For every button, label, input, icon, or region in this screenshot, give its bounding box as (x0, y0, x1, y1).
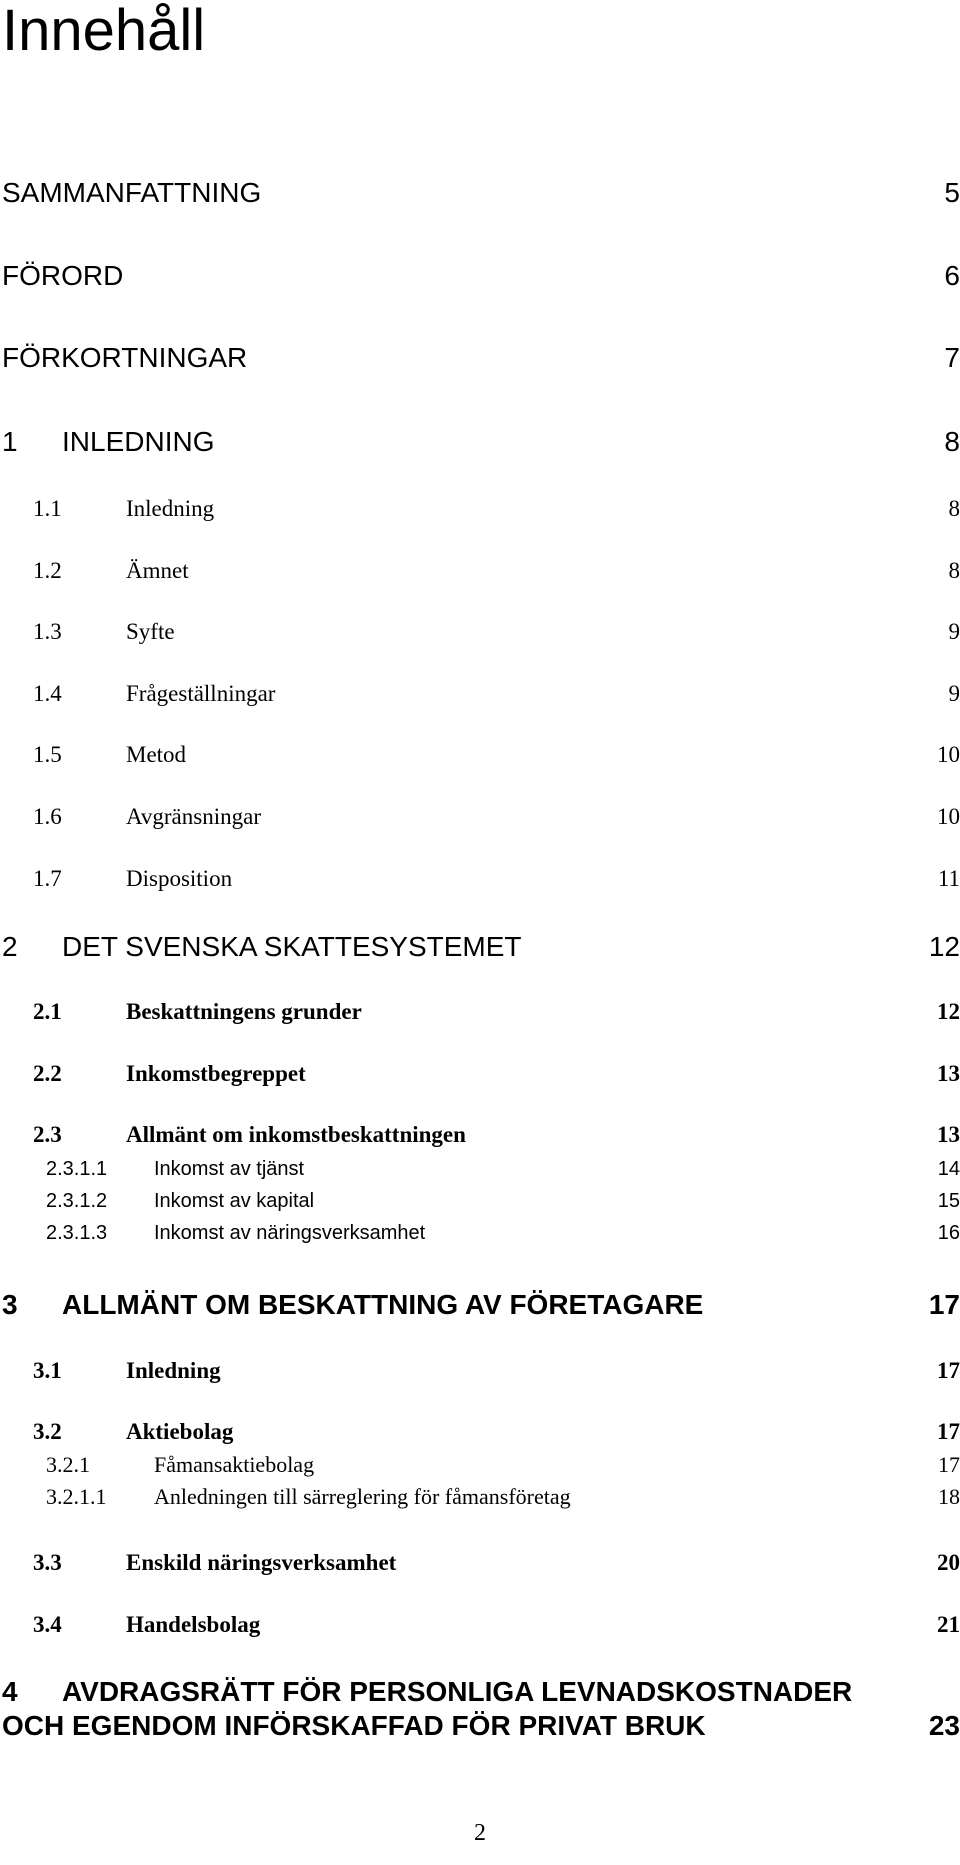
toc-entry-text: DET SVENSKA SKATTESYSTEMET (62, 931, 522, 962)
toc-entry-number: 1 (2, 426, 18, 457)
toc-entry-number: 1.2 (33, 558, 62, 583)
toc-entry-text: Ämnet (126, 558, 189, 583)
toc-entry-number: 3.3 (33, 1550, 62, 1575)
toc-entry-number: 2.3.1.3 (46, 1222, 108, 1244)
toc-entry-page: 17 (928, 1289, 960, 1320)
toc-entry-forord[interactable] (0, 258, 960, 294)
toc-entry-number: 3.2 (33, 1419, 62, 1444)
toc-entry-page: 21 (937, 1612, 960, 1637)
toc-entry-1-4[interactable] (0, 676, 960, 712)
toc-entry-page: 8 (948, 558, 960, 583)
toc-entry-1-5[interactable] (0, 737, 960, 773)
page-number: 2 (474, 1820, 486, 1846)
toc-entry-text: Inkomst av näringsverksamhet (154, 1222, 426, 1244)
toc-entry-page: 10 (937, 804, 960, 829)
toc-entry-chapter-4-line-1 (0, 1674, 960, 1710)
toc-entry-text: FÖRKORTNINGAR (2, 342, 248, 373)
toc-entry-number: 2.3.1.2 (46, 1190, 108, 1212)
toc-entry-page: 17 (938, 1452, 960, 1477)
toc-entry-text-continued: OCH EGENDOM INFÖRSKAFFAD FÖR PRIVAT BRUK (2, 1710, 706, 1741)
toc-entry-text: Inkomst av kapital (154, 1190, 315, 1212)
toc-entry-text: Metod (126, 742, 187, 767)
toc-entry-page: 14 (937, 1158, 960, 1180)
toc-entry-page: 13 (937, 1061, 960, 1086)
toc-entry-3-2-1[interactable] (0, 1447, 960, 1483)
toc-entry-text: INLEDNING (62, 426, 215, 457)
toc-entry-text: Aktiebolag (126, 1419, 234, 1444)
toc-entry-number: 3.2.1 (46, 1452, 90, 1477)
toc-entry-number: 2.1 (33, 999, 62, 1024)
toc-entry-page: 12 (937, 999, 960, 1024)
toc-entry-page: 17 (937, 1419, 960, 1444)
toc-entry-page: 17 (937, 1358, 960, 1383)
toc-entry-text: ALLMÄNT OM BESKATTNING AV FÖRETAGARE (62, 1289, 704, 1320)
toc-entry-page: 6 (944, 260, 960, 291)
toc-entry-3-3[interactable] (0, 1545, 960, 1581)
toc-entry-1-2[interactable] (0, 553, 960, 589)
toc-entry-number: 2.3.1.1 (46, 1158, 108, 1180)
toc-entry-page: 5 (944, 177, 960, 208)
toc-entry-text: Anledningen till särreglering för fåmansföretag (154, 1484, 571, 1509)
toc-entry-number: 3.1 (33, 1358, 62, 1383)
toc-entry-page: 20 (937, 1550, 960, 1575)
toc-entry-3-2[interactable] (0, 1414, 960, 1450)
toc-entry-page: 18 (938, 1484, 960, 1509)
toc-entry-2-3[interactable] (0, 1117, 960, 1153)
toc-entry-number: 3.4 (33, 1612, 62, 1637)
toc-entry-number: 1.5 (33, 742, 62, 767)
toc-entry-1-1[interactable] (0, 491, 960, 527)
toc-entry-text: Handelsbolag (126, 1612, 261, 1637)
toc-entry-text: SAMMANFATTNING (2, 177, 262, 208)
toc-entry-text: AVDRAGSRÄTT FÖR PERSONLIGA LEVNADSKOSTNADER (62, 1676, 853, 1707)
toc-entry-2-3-1-3[interactable] (0, 1215, 960, 1251)
toc-entry-number: 3 (2, 1289, 18, 1320)
toc-entry-number: 1.6 (33, 804, 62, 829)
toc-entry-3-2-1-1[interactable] (0, 1479, 960, 1515)
toc-entry-text: Inkomstbegreppet (126, 1061, 306, 1086)
toc-entry-text: Inkomst av tjänst (154, 1158, 305, 1180)
toc-entry-3-4[interactable] (0, 1607, 960, 1643)
toc-entry-2-3-1-1[interactable] (0, 1151, 960, 1187)
toc-entry-number: 1.7 (33, 866, 62, 891)
toc-entry-number: 1.3 (33, 619, 62, 644)
toc-entry-page: 9 (948, 681, 960, 706)
toc-entry-page: 15 (937, 1190, 960, 1212)
toc-entry-page: 13 (937, 1122, 960, 1147)
toc-entry-text: Syfte (126, 619, 175, 644)
toc-entry-text: Inledning (126, 496, 215, 521)
toc-entry-page: 10 (937, 742, 960, 767)
toc-entry-chapter-3[interactable] (0, 1287, 960, 1323)
toc-entry-page: 9 (948, 619, 960, 644)
toc-entry-page: 8 (948, 496, 960, 521)
toc-entry-text: FÖRORD (2, 260, 124, 291)
toc-entry-text: Fåmansaktiebolag (154, 1452, 315, 1477)
toc-entry-1-6[interactable] (0, 799, 960, 835)
toc-entry-number: 1.1 (33, 496, 62, 521)
toc-entry-chapter-1[interactable] (0, 424, 960, 460)
toc-entry-1-3[interactable] (0, 614, 960, 650)
toc-entry-text: Allmänt om inkomstbeskattningen (126, 1122, 466, 1147)
toc-entry-page: 16 (937, 1222, 960, 1244)
toc-entry-text: Frågeställningar (126, 681, 276, 706)
toc-entry-page: 8 (944, 426, 960, 457)
toc-entry-text: Enskild näringsverksamhet (126, 1550, 397, 1575)
toc-entry-page: 11 (937, 866, 960, 891)
toc-entry-chapter-2[interactable] (0, 929, 960, 965)
toc-entry-chapter-4-line-2 (0, 1708, 960, 1744)
toc-entry-number: 2.2 (33, 1061, 62, 1086)
toc-entry-page: 23 (928, 1710, 960, 1741)
toc-entry-number: 1.4 (33, 681, 62, 706)
toc-entry-3-1[interactable] (0, 1353, 960, 1389)
toc-entry-2-3-1-2[interactable] (0, 1183, 960, 1219)
toc-entry-text: Avgränsningar (126, 804, 261, 829)
toc-entry-page: 7 (944, 342, 960, 373)
toc-entry-number: 2.3 (33, 1122, 62, 1147)
toc-entry-forkortningar[interactable] (0, 340, 960, 376)
toc-entry-text: Inledning (126, 1358, 221, 1383)
page-title: Innehåll (2, 0, 206, 63)
toc-entry-text: Disposition (126, 866, 233, 891)
toc-entry-number: 3.2.1.1 (46, 1484, 107, 1509)
toc-entry-2-2[interactable] (0, 1056, 960, 1092)
toc-entry-number: 2 (2, 931, 18, 962)
toc-entry-sammanfattning[interactable] (0, 175, 960, 211)
toc-entry-number: 4 (2, 1676, 18, 1707)
toc-entry-text: Beskattningens grunder (126, 999, 362, 1024)
toc-entry-page: 12 (928, 931, 960, 962)
toc-entry-1-7[interactable] (0, 861, 960, 897)
toc-entry-2-1[interactable] (0, 994, 960, 1030)
